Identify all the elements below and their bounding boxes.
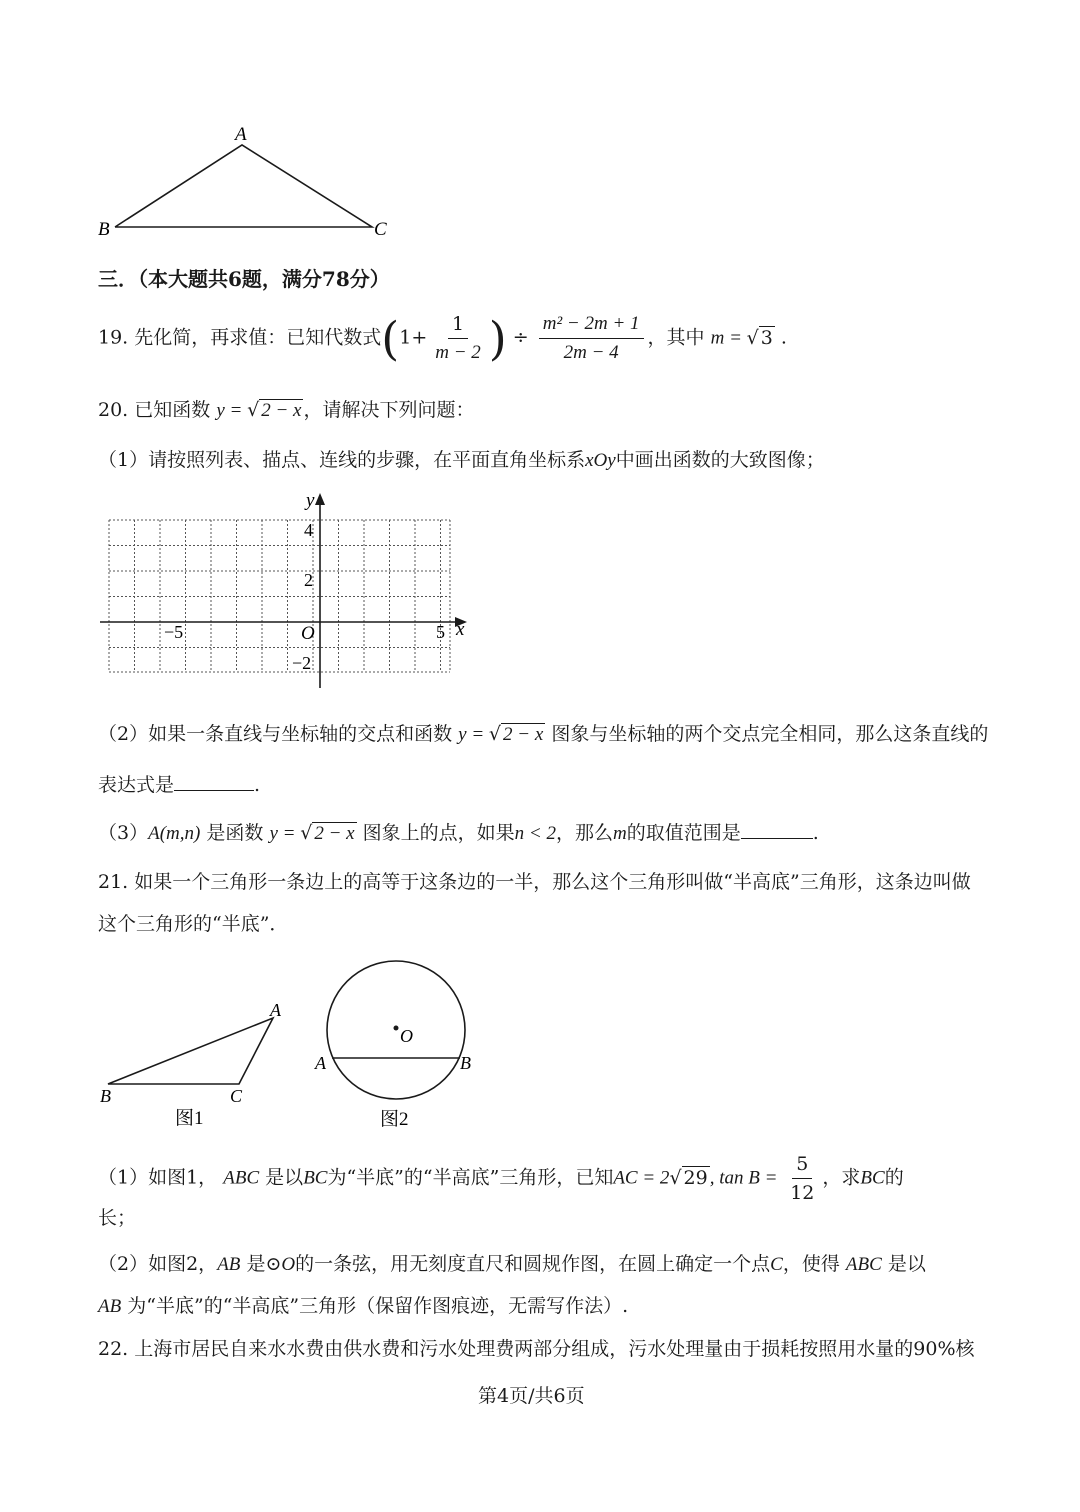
y-axis-arrow — [315, 493, 325, 505]
answer-blank[interactable] — [174, 772, 254, 791]
fraction-2 — [539, 312, 644, 365]
figure-1-vertex-a: A — [270, 1000, 281, 1020]
sqrt-2-minus-x: √ 2 − x — [300, 822, 355, 844]
tan-b: , tan B = — [709, 1167, 783, 1189]
figure-1-triangle — [108, 1018, 273, 1084]
grid-lines — [109, 520, 450, 672]
vertex-c-label: C — [374, 219, 387, 240]
q21-part1-line2: 长； — [98, 1207, 137, 1229]
fraction-2-numerator: m² − 2m + 1 — [539, 312, 644, 339]
part2-end: . — [254, 774, 261, 796]
question-22 — [98, 1337, 975, 1361]
part3-number: （3） — [98, 822, 149, 844]
question-number: 19. — [98, 326, 129, 349]
part2-text-cont4: 为“半底”的“半高底”三角形（保留作图痕迹，无需写作法）. — [127, 1295, 629, 1317]
chord-ab: AB — [98, 1296, 122, 1317]
part2-text-cont3: 是以 — [887, 1253, 926, 1275]
coordinate-grid — [95, 488, 480, 693]
fraction-2-denominator: 2m − 4 — [563, 342, 619, 363]
q21-part2-line1 — [98, 1252, 926, 1277]
fraction-numerator: 5 — [792, 1152, 812, 1179]
variable-m: m — [612, 823, 627, 844]
part2-answer-prompt: 表达式是 — [98, 774, 175, 796]
one-plus: 1+ — [399, 326, 428, 349]
x-axis-label: x — [456, 619, 465, 640]
part1-text-cont3: 的 — [884, 1166, 904, 1189]
fraction-1 — [431, 312, 485, 365]
fraction-1-numerator: 1 — [448, 312, 468, 339]
fraction-1-denominator: m − 2 — [435, 342, 481, 363]
segment-bc: BC — [303, 1167, 328, 1189]
question-number: 21. — [98, 871, 129, 893]
part3-text-cont: 图象上的点，如果 — [362, 822, 515, 844]
triangle-abc: ABC — [223, 1167, 260, 1189]
left-paren: ( — [381, 311, 400, 366]
answer-blank[interactable] — [741, 820, 813, 839]
vertex-b-label: B — [98, 219, 110, 240]
part2-text: 是⊙ — [246, 1253, 282, 1275]
x-tick-neg5: −5 — [164, 622, 184, 642]
circle-o-label: O — [281, 1254, 296, 1275]
question-text: 已知函数 — [134, 399, 211, 421]
triangle-abc: ABC — [845, 1254, 882, 1275]
sqrt-3: √ 3 — [746, 326, 773, 349]
ac-value: AC = 2 — [613, 1167, 670, 1189]
question-number: 22. — [98, 1338, 129, 1360]
q20-part3 — [98, 820, 819, 846]
fraction-5-12 — [786, 1152, 818, 1205]
part2-text-cont2: ，使得 — [782, 1253, 840, 1275]
part2-text-cont: 的一条弦，用无刻度直尺和圆规作图，在圆上确定一个点 — [295, 1253, 771, 1275]
figure-1-vertex-b: B — [100, 1086, 111, 1106]
condition: n < 2 — [514, 823, 556, 844]
segment-bc: BC — [860, 1167, 885, 1189]
function-expr: y = — [458, 724, 489, 745]
x-tick-5: 5 — [436, 622, 445, 642]
figure-1-caption: 图1 — [175, 1108, 204, 1129]
q20-part2-line1 — [98, 722, 988, 747]
origin-label: O — [301, 623, 315, 644]
triangle-abc-lines — [115, 145, 372, 227]
chord-end-b: B — [460, 1053, 471, 1073]
question-text: 先化简，再求值：已知代数式 — [134, 326, 382, 349]
q21-part1-line1 — [98, 1152, 904, 1205]
sqrt-2-minus-x: √ 2 − x — [488, 723, 544, 745]
function-expr: y = — [269, 823, 301, 844]
figure-1 — [95, 998, 300, 1133]
question-21-line1 — [98, 870, 971, 894]
part3-end: . — [812, 822, 819, 844]
y-axis-label: y — [306, 490, 315, 511]
chord-end-a: A — [315, 1053, 326, 1073]
question-end: . — [780, 326, 787, 349]
y-tick-4: 4 — [304, 520, 313, 540]
triangle-abc-figure — [90, 120, 410, 250]
sqrt-29: √ 29 — [669, 1166, 708, 1189]
figure-2 — [310, 955, 485, 1135]
y-tick-neg2: −2 — [292, 653, 312, 673]
part2-text-cont: 图象与坐标轴的两个交点完全相同，那么这条直线的 — [551, 723, 989, 745]
function-expr: y = — [216, 400, 248, 421]
vertex-a-label: A — [235, 124, 247, 145]
page-footer: 第4页/共6页 — [478, 1385, 585, 1407]
right-paren: ) — [488, 311, 507, 366]
part1-number: （1）如图1， — [98, 1166, 218, 1189]
y-tick-2: 2 — [304, 570, 313, 590]
center-label: O — [400, 1026, 413, 1046]
m-equals: m = — [710, 327, 747, 349]
question-tail: ，请解决下列问题： — [303, 399, 475, 421]
divide-sign: ÷ — [512, 326, 529, 349]
part2-text: （2）如果一条直线与坐标轴的交点和函数 — [98, 723, 453, 745]
point-c: C — [770, 1254, 783, 1275]
question-text: 如果一个三角形一条边上的高等于这条边的一半，那么这个三角形叫做“半高底”三角形，这条边叫做 — [134, 871, 971, 893]
question-text: 上海市居民自来水水费由供水费和污水处理费两部分组成，污水处理量由于损耗按照用水量的90%核 — [134, 1338, 975, 1360]
chord-ab: AB — [217, 1254, 241, 1275]
question-number: 20. — [98, 399, 129, 421]
part3-text-cont3: 的取值范围是 — [626, 822, 741, 844]
part1-text: （1）请按照列表、描点、连线的步骤，在平面直角坐标系 — [98, 449, 586, 471]
part3-text: 是函数 — [206, 822, 264, 844]
part1-text-cont: 为“半底”的“半高底”三角形，已知 — [327, 1166, 614, 1189]
question-21-line2: 这个三角形的“半底”． — [98, 913, 289, 935]
part1-text: 是以 — [265, 1166, 304, 1189]
question-19 — [98, 312, 787, 365]
question-tail: ，其中 — [647, 326, 705, 349]
figure-2-caption: 图2 — [380, 1109, 409, 1130]
part3-text-cont2: ，那么 — [555, 822, 613, 844]
q20-part2-line2 — [98, 772, 260, 797]
question-20 — [98, 398, 474, 423]
figure-1-vertex-c: C — [230, 1086, 243, 1106]
q20-part1 — [98, 448, 825, 473]
xoy-label: xOy — [585, 450, 616, 471]
fraction-denominator: 12 — [790, 1182, 815, 1204]
center-point — [394, 1026, 399, 1031]
sqrt-2-minus-x: √ 2 − x — [247, 399, 302, 421]
q21-part2-line2 — [98, 1294, 628, 1319]
section-heading: 三．（本大题共6题，满分78分） — [98, 267, 390, 291]
point-a: A(m,n) — [148, 823, 201, 844]
part2-number: （2）如图2， — [98, 1253, 218, 1275]
part1-tail: 中画出函数的大致图像； — [615, 449, 825, 471]
part1-text-cont2: ，求 — [822, 1166, 861, 1189]
